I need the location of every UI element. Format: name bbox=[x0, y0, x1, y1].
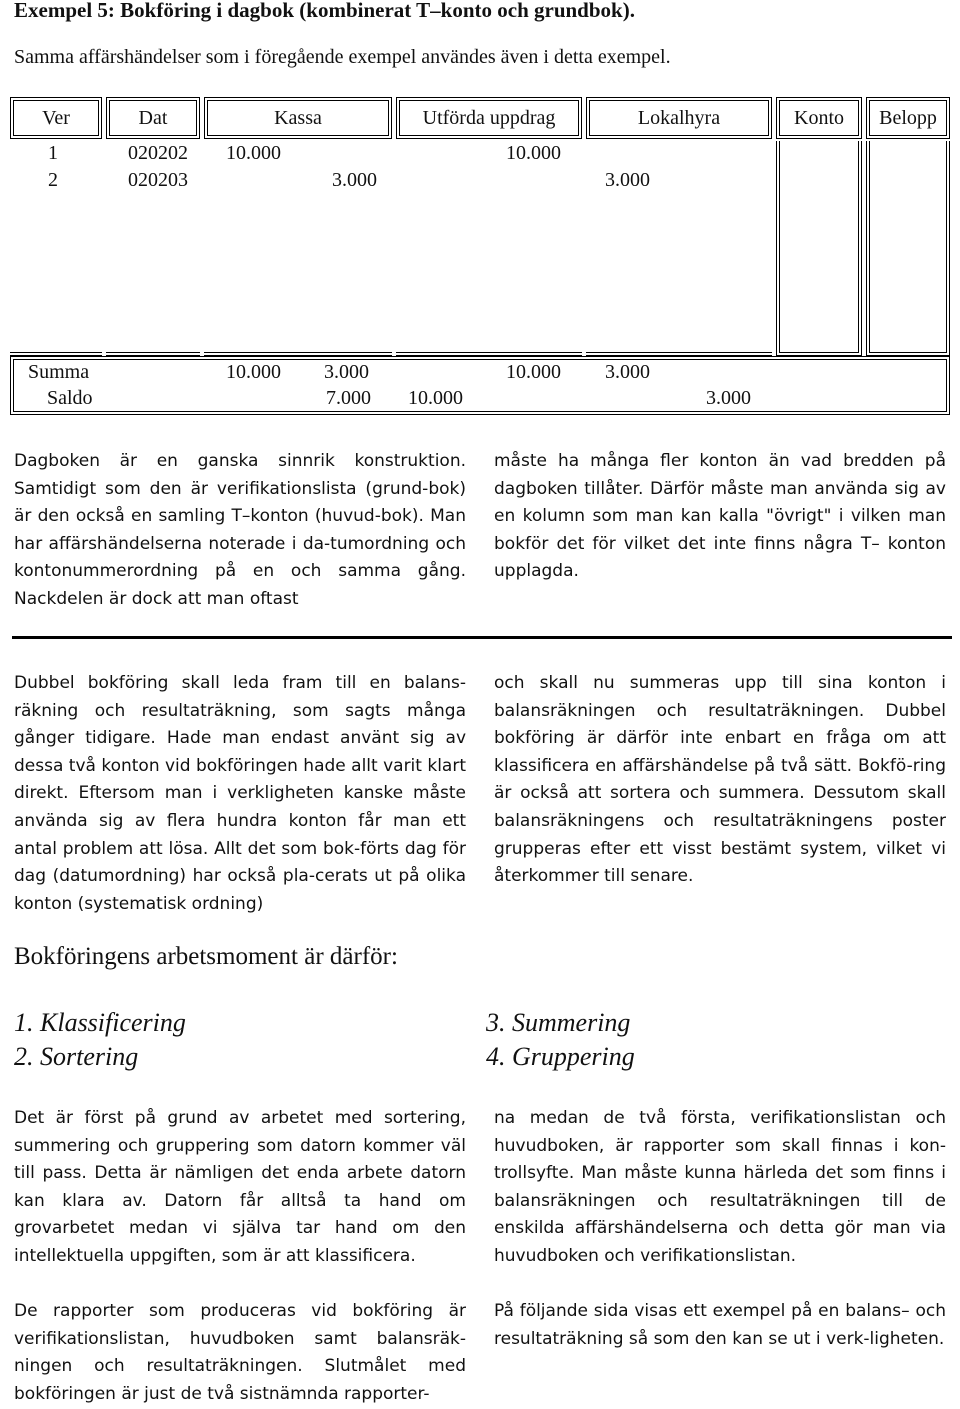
saldo-kassa: 7.000 bbox=[326, 387, 371, 409]
header-belopp: Belopp bbox=[866, 97, 950, 139]
header-utforda-uppdrag: Utförda uppdrag bbox=[396, 97, 582, 139]
saldo-label: Saldo bbox=[47, 387, 93, 409]
summa-label: Summa bbox=[28, 361, 90, 383]
paragraph-rapporter: De rapporter som produceras vid bokföring är verifikationslistan, huvudboken samt balansräk-ningen och resultaträkningen. Slutmålet med bokföringen är just de två sistnämnda rapporter- bbox=[14, 1301, 466, 1404]
header-kassa: Kassa bbox=[204, 97, 392, 139]
divider-rule bbox=[12, 636, 952, 639]
page-title: Exempel 5: Bokföring i dagbok (kombinerat T–konto och grundbok). bbox=[14, 0, 635, 22]
summa-kassa-debet: 10.000 bbox=[226, 361, 281, 383]
summa-uppdrag-kredit: 10.000 bbox=[506, 361, 561, 383]
row1-uppdrag-kredit: 10.000 bbox=[506, 142, 561, 164]
page-subtitle: Samma affärshändelser som i föregående exempel användes även i detta exempel. bbox=[14, 46, 671, 68]
paragraph-foljande-sida: På följande sida visas ett exempel på en balans– och resultaträkning så som den kan se ut i verk-ligheten. bbox=[494, 1301, 946, 1349]
step-summering: 3. Summering bbox=[486, 1008, 631, 1037]
summary-bar bbox=[10, 356, 950, 415]
row1-dat: 020202 bbox=[128, 142, 188, 164]
summa-kassa-kredit: 3.000 bbox=[324, 361, 369, 383]
column-uppdrag bbox=[396, 141, 582, 356]
paragraph-datorn: Det är först på grund av arbetet med sortering, summering och gruppering som datorn kommer väl till pass. Detta är nämligen det enda arbete datorn kan klara av. Datorn får alltså ta hand om grovarbetet medan vi själva tar hand om den intellektuella uppgiften, som är att klassificera. bbox=[14, 1108, 466, 1266]
column-belopp bbox=[866, 141, 950, 356]
header-ver: Ver bbox=[10, 97, 102, 139]
saldo-lokalhyra: 3.000 bbox=[706, 387, 751, 409]
row2-ver: 2 bbox=[48, 169, 58, 191]
paragraph-dagboken: Dagboken är en ganska sinnrik konstruktion. Samtidigt som den är verifikationslista (grund-bok) är den också en samling T–konton (huvud-bok). Man har affärshändelserna noterade i da-tumordning och kontonummerordning på en och samma gång. Nackdelen är dock att man oftast bbox=[14, 451, 466, 609]
section-heading: Bokföringens arbetsmoment är därför: bbox=[14, 943, 398, 970]
paragraph-dubbel-bokforing: Dubbel bokföring skall leda fram till en balans-räkning och resultaträkning, som sagts många gånger tidigare. Hade man endast använt sig av dessa två konton vid bokföringen hade allt varit klart direkt. Eftersom man i verkligheten kanske måste använda sig av flera hundra konton får man ett antal problem att lösa. Allt det som bok-förts dag för dag (datumordning) har också pla-cerats ut på olika konton (systematisk ordning) bbox=[14, 673, 466, 914]
summa-lokalhyra-debet: 3.000 bbox=[605, 361, 650, 383]
paragraph-dubbel-bokforing-cont: och skall nu summeras upp till sina konton i balansräkningen och resultaträkningen. Dubbel bokföring är därför inte enbart en fråga om att klassificera en affärshändelse på två sätt. Bokfö-ring är också att sortera och summera. Dessutom skall balansräkningens och resultaträkningens poster grupperas efter ett visst bestämt system, vilket vi återkommer till senare. bbox=[494, 673, 946, 887]
paragraph-dagboken-cont: måste ha många fler konton än vad bredden på dagboken tillåter. Därför måste man använda sig av en kolumn som man kan kalla "övrigt" i vilken man bokför det för vilket det inte finns några T– konton upplagda. bbox=[494, 451, 946, 582]
step-klassificering: 1. Klassificering bbox=[14, 1008, 186, 1037]
paragraph-rapporter-cont: na medan de två första, verifikationslistan och huvudboken, är rapporter som skall finnas i kon-trollsyfte. Man måste kunna härleda det som finns i balansräkningen och resultaträkningen till de enskilda affärshändelserna och detta gör man via huvudboken och verifikationslistan. bbox=[494, 1108, 946, 1266]
ledger-table bbox=[10, 97, 950, 415]
header-konto: Konto bbox=[776, 97, 862, 139]
row2-dat: 020203 bbox=[128, 169, 188, 191]
saldo-uppdrag: 10.000 bbox=[408, 387, 463, 409]
row2-lokalhyra-debet: 3.000 bbox=[605, 169, 650, 191]
step-sortering: 2. Sortering bbox=[14, 1042, 139, 1071]
column-konto bbox=[776, 141, 862, 356]
header-dat: Dat bbox=[106, 97, 200, 139]
row1-ver: 1 bbox=[48, 142, 58, 164]
header-lokalhyra: Lokalhyra bbox=[586, 97, 772, 139]
step-gruppering: 4. Gruppering bbox=[486, 1042, 635, 1071]
row1-kassa-debet: 10.000 bbox=[226, 142, 281, 164]
row2-kassa-kredit: 3.000 bbox=[332, 169, 377, 191]
